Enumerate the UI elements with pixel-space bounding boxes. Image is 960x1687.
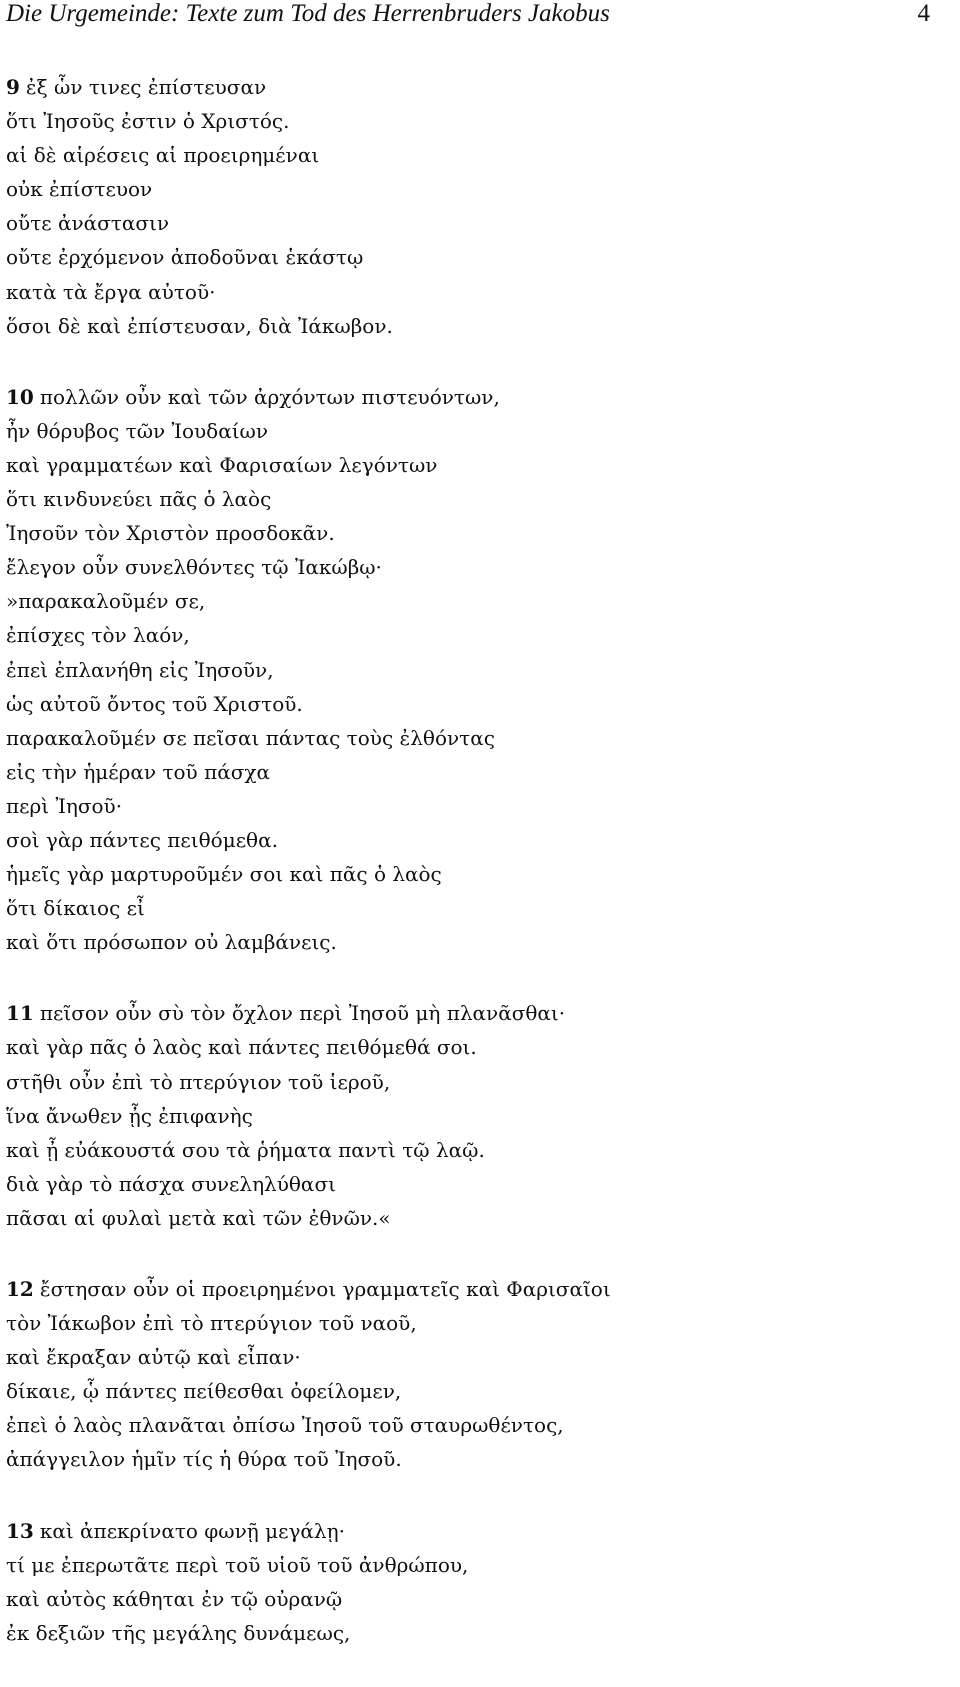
verse-line	[6, 721, 906, 755]
verse-line-text: ὅτι δίκαιος εἶ	[6, 896, 145, 921]
verse-line	[6, 891, 906, 925]
verse-line-text: ἐπίσχες τὸν λαόν,	[6, 623, 190, 648]
verse-line	[6, 1408, 906, 1442]
verse-line	[6, 1548, 906, 1582]
verse-line-text: διὰ γὰρ τὸ πάσχα συνεληλύθασι	[6, 1171, 336, 1196]
verse-line	[6, 925, 906, 959]
verse-line-text: καὶ ὅτι πρόσωπον οὐ λαμβάνεις.	[6, 930, 337, 955]
verse-line	[6, 1167, 906, 1201]
verse-line-text: τὸν Ἰάκωβον ἐπὶ τὸ πτερύγιον τοῦ ναοῦ,	[6, 1311, 417, 1336]
verse-line	[6, 240, 906, 274]
running-title: Die Urgemeinde: Texte zum Tod des Herrenbruders Jakobus	[6, 0, 610, 27]
verse-line-text: ὅσοι δὲ καὶ ἐπίστευσαν, διὰ Ἰάκωβον.	[6, 313, 393, 338]
verse-line-text: πολλῶν οὖν καὶ τῶν ἀρχόντων πιστευόντων,	[39, 384, 500, 409]
verse-line	[6, 823, 906, 857]
verse-line	[6, 1442, 906, 1476]
verse-line-text: δίκαιε, ᾧ πάντες πείθεσθαι ὀφείλομεν,	[6, 1379, 402, 1404]
verse-line-text: »παρακαλοῦμέν σε,	[6, 589, 206, 614]
verse-line-text: καὶ γραμματέων καὶ Φαρισαίων λεγόντων	[6, 452, 438, 477]
verse-line	[6, 687, 906, 721]
verse-line	[6, 653, 906, 687]
verse-line	[6, 138, 906, 172]
verse-line	[6, 1582, 906, 1616]
verse-line	[6, 1030, 906, 1064]
verse-line-text: ἀπάγγειλον ἡμῖν τίς ἡ θύρα τοῦ Ἰησοῦ.	[6, 1447, 402, 1472]
verse-line-text: οὐκ ἐπίστευον	[6, 177, 153, 202]
verse-line-text: ὅτι Ἰησοῦς ἐστιν ὁ Χριστός.	[6, 109, 290, 134]
verse-line	[6, 516, 906, 550]
verse-number: 10	[6, 384, 34, 409]
verse-line-text: καὶ αὐτὸς κάθηται ἐν τῷ οὐρανῷ	[6, 1586, 343, 1611]
verse-number: 12	[6, 1277, 34, 1301]
verse-stanza	[6, 1514, 906, 1650]
verse-line-text: ἔλεγον οὖν συνελθόντες τῷ Ἰακώβῳ·	[6, 555, 382, 580]
verse-line	[6, 380, 906, 414]
verse-number: 9	[6, 75, 20, 99]
verse-line	[6, 1272, 906, 1306]
verse-line-text: ἵνα ἄνωθεν ᾖς ἐπιφανὴς	[6, 1103, 253, 1128]
verse-line	[6, 618, 906, 652]
page-header	[6, 0, 930, 34]
verse-line-text: ἐπεὶ ἐπλανήθη εἰς Ἰησοῦν,	[6, 657, 274, 682]
verse-line-text: ἔστησαν οὖν οἱ προειρημένοι γραμματεῖς καὶ Φαρισαῖοι	[39, 1277, 611, 1301]
verse-line-text: οὔτε ἀνάστασιν	[6, 211, 170, 236]
verse-line-text: σοὶ γὰρ πάντες πειθόμεθα.	[6, 827, 278, 852]
verse-number: 13	[6, 1518, 34, 1543]
verse-line	[6, 275, 906, 309]
verse-line	[6, 1340, 906, 1374]
verse-line	[6, 70, 906, 104]
verse-line-text: περὶ Ἰησοῦ·	[6, 793, 123, 818]
verse-line	[6, 1201, 906, 1235]
verse-stanza	[6, 70, 906, 343]
verse-line	[6, 1306, 906, 1340]
verse-line-text: καὶ ἔκραξαν αὐτῷ καὶ εἶπαν·	[6, 1345, 301, 1370]
verse-line-text: αἱ δὲ αἱρέσεις αἱ προειρημέναι	[6, 143, 320, 168]
verse-line	[6, 414, 906, 448]
verse-stanza	[6, 1272, 906, 1477]
verse-line-text: ἐπεὶ ὁ λαὸς πλανᾶται ὀπίσω Ἰησοῦ τοῦ σταυρωθέντος,	[6, 1413, 564, 1438]
verse-line-text: στῆθι οὖν ἐπὶ τὸ πτερύγιον τοῦ ἱεροῦ,	[6, 1069, 391, 1094]
verse-line	[6, 857, 906, 891]
verse-line-text: ὡς αὐτοῦ ὄντος τοῦ Χριστοῦ.	[6, 691, 303, 716]
verse-line	[6, 1374, 906, 1408]
verse-line	[6, 789, 906, 823]
verse-line	[6, 104, 906, 138]
verse-line	[6, 172, 906, 206]
verse-line-text: οὔτε ἐρχόμενον ἀποδοῦναι ἑκάστῳ	[6, 245, 364, 270]
verse-line-text: πεῖσον οὖν σὺ τὸν ὄχλον περὶ Ἰησοῦ μὴ πλανᾶσθαι·	[39, 1001, 566, 1026]
page-number: 4	[917, 0, 930, 27]
verse-line	[6, 1065, 906, 1099]
verse-line	[6, 1099, 906, 1133]
verse-line	[6, 482, 906, 516]
verse-line-text: κατὰ τὰ ἔργα αὐτοῦ·	[6, 279, 216, 304]
verse-line-text: ἐκ δεξιῶν τῆς μεγάλης δυνάμεως,	[6, 1620, 351, 1645]
verse-line-text: ὅτι κινδυνεύει πᾶς ὁ λαὸς	[6, 487, 272, 512]
verse-line	[6, 584, 906, 618]
verse-line-text: εἰς τὴν ἡμέραν τοῦ πάσχα	[6, 759, 270, 784]
verse-line	[6, 1133, 906, 1167]
verse-line-text: τί με ἐπερωτᾶτε περὶ τοῦ υἱοῦ τοῦ ἀνθρώπου,	[6, 1552, 469, 1577]
verse-line-text: ἡμεῖς γὰρ μαρτυροῦμέν σοι καὶ πᾶς ὁ λαὸς	[6, 862, 442, 887]
verse-line	[6, 206, 906, 240]
text-body	[6, 70, 906, 1687]
verse-line-text: καὶ ἀπεκρίνατο φωνῇ μεγάλῃ·	[39, 1518, 345, 1543]
verse-stanza	[6, 996, 906, 1235]
verse-line	[6, 996, 906, 1030]
verse-line	[6, 755, 906, 789]
verse-line	[6, 448, 906, 482]
verse-stanza	[6, 380, 906, 960]
verse-line-text: καὶ γὰρ πᾶς ὁ λαὸς καὶ πάντες πειθόμεθά σοι.	[6, 1035, 477, 1060]
verse-line	[6, 309, 906, 343]
verse-line	[6, 1514, 906, 1548]
verse-line-text: πᾶσαι αἱ φυλαὶ μετὰ καὶ τῶν ἐθνῶν.«	[6, 1205, 391, 1230]
verse-line	[6, 550, 906, 584]
verse-line-text: παρακαλοῦμέν σε πεῖσαι πάντας τοὺς ἐλθόντας	[6, 725, 495, 750]
verse-number: 11	[6, 1001, 34, 1026]
verse-line-text: ἦν θόρυβος τῶν Ἰουδαίων	[6, 418, 269, 443]
verse-line-text: καὶ ᾖ εὐάκουστά σου τὰ ῥήματα παντὶ τῷ λαῷ.	[6, 1137, 485, 1162]
verse-line-text: ἐξ ὧν τινες ἐπίστευσαν	[25, 75, 267, 99]
verse-line-text: Ἰησοῦν τὸν Χριστὸν προσδοκᾶν.	[6, 521, 335, 546]
